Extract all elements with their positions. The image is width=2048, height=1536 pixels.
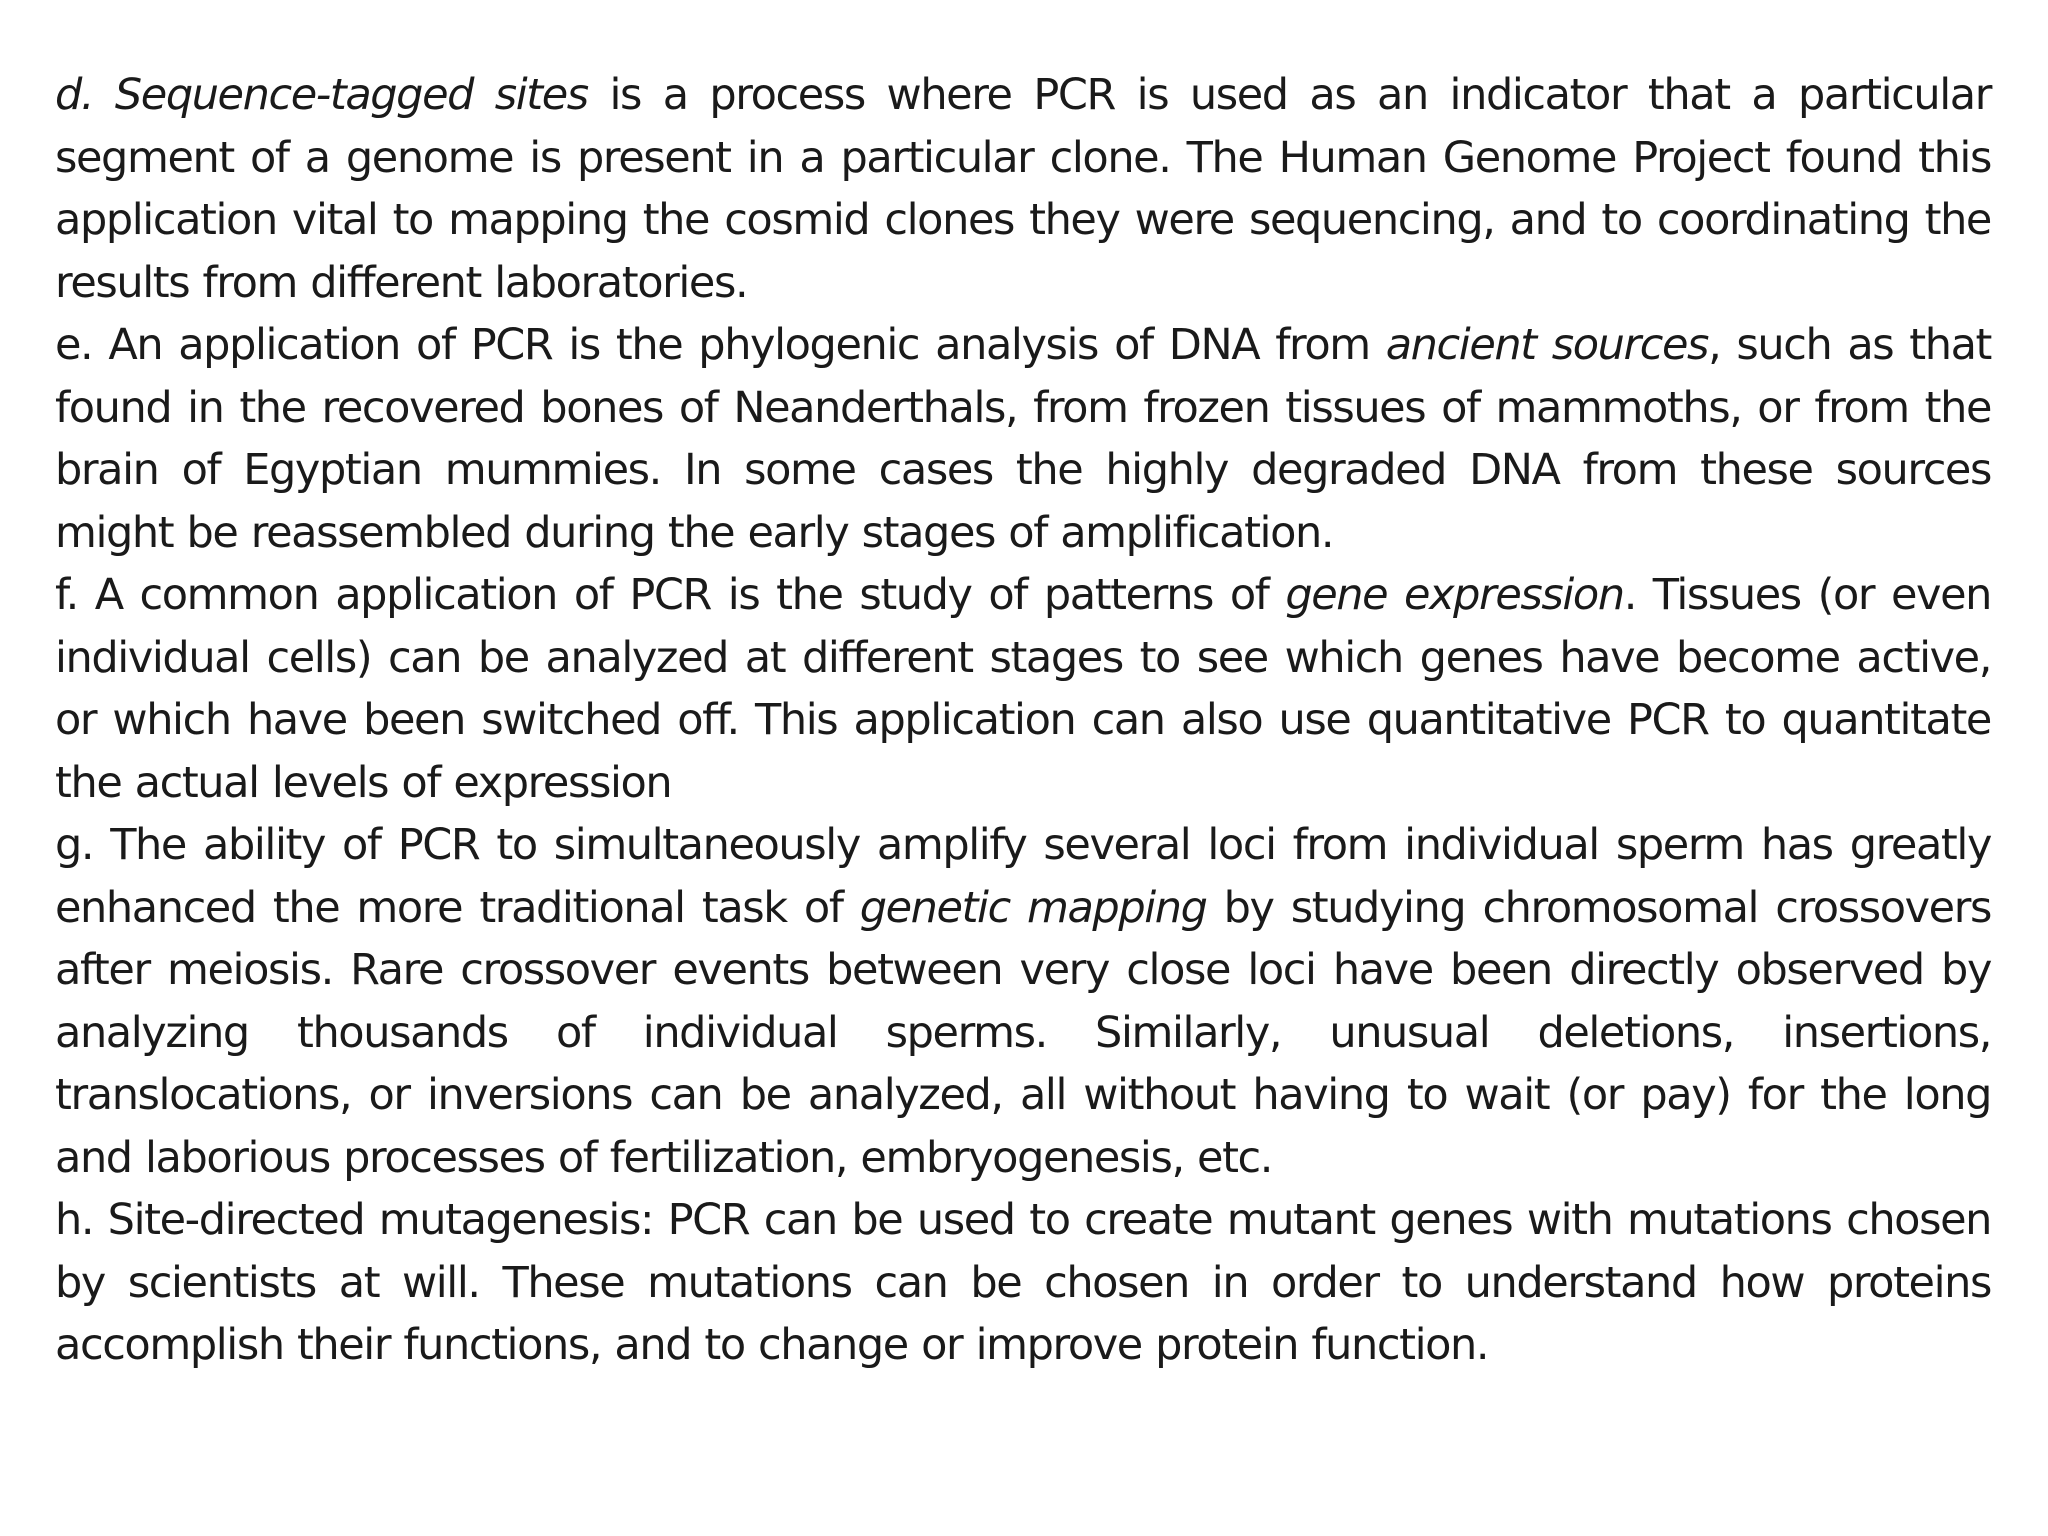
paragraph-g-term: genetic mapping <box>859 882 1207 933</box>
paragraph-e-text-start: e. An application of PCR is the phylogenic analysis of DNA from <box>55 320 1386 370</box>
slide-body <box>55 64 1991 1377</box>
paragraph-d-text: is a process where PCR is used as an indicator that a particular segment of a genome is present in a particular clone. The Human Genome Project found this application vital to mapping the cosmid clones they were sequencing, and to coordinating the results from different laboratories. <box>55 70 1992 308</box>
paragraph-g <box>55 814 1991 1189</box>
paragraph-f-text-start: f. A common application of PCR is the study of patterns of <box>55 570 1286 620</box>
paragraph-h-text: h. Site-directed mutagenesis: PCR can be used to create mutant genes with mutations chosen by scientists at will. These mutations can be chosen in order to understand how proteins accomplish their functions, and to change or improve protein function. <box>55 1195 1991 1370</box>
paragraph-e <box>55 314 1991 564</box>
paragraph-h <box>55 1189 1991 1377</box>
paragraph-f-term: gene expression <box>1285 570 1624 620</box>
paragraph-d-term: d. Sequence-tagged sites <box>55 70 588 120</box>
paragraph-e-term: ancient sources <box>1385 320 1709 370</box>
paragraph-g-text-start: g. The ability of PCR to simultaneously amplify several loci from individual sperm has greatly enhanced the more traditional task of <box>55 820 1991 933</box>
paragraph-g-text-end: by studying chromosomal crossovers after meiosis. Rare crossover events between very close loci have been directly observed by analyzing thousands of individual sperms. Similarly, unusual deletions, insertions, translocations, or inversions can be analyzed, all without having to wait (or pay) for the long and laborious processes of fertilization, embryogenesis, etc. <box>55 882 1991 1183</box>
paragraph-e-text-end: , such as that found in the recovered bones of Neanderthals, from frozen tissues of mammoths, or from the brain of Egyptian mummies. In some cases the highly degraded DNA from these sources might be reassembled during the early stages of amplification. <box>55 320 1992 558</box>
paragraph-f-text-end: . Tissues (or even individual cells) can be analyzed at different stages to see which genes have become active, or which have been switched off. This application can also use quantitative PCR to quantitate the actual levels of expression <box>55 570 1991 808</box>
paragraph-f <box>55 564 1991 814</box>
paragraph-d <box>55 64 1991 314</box>
